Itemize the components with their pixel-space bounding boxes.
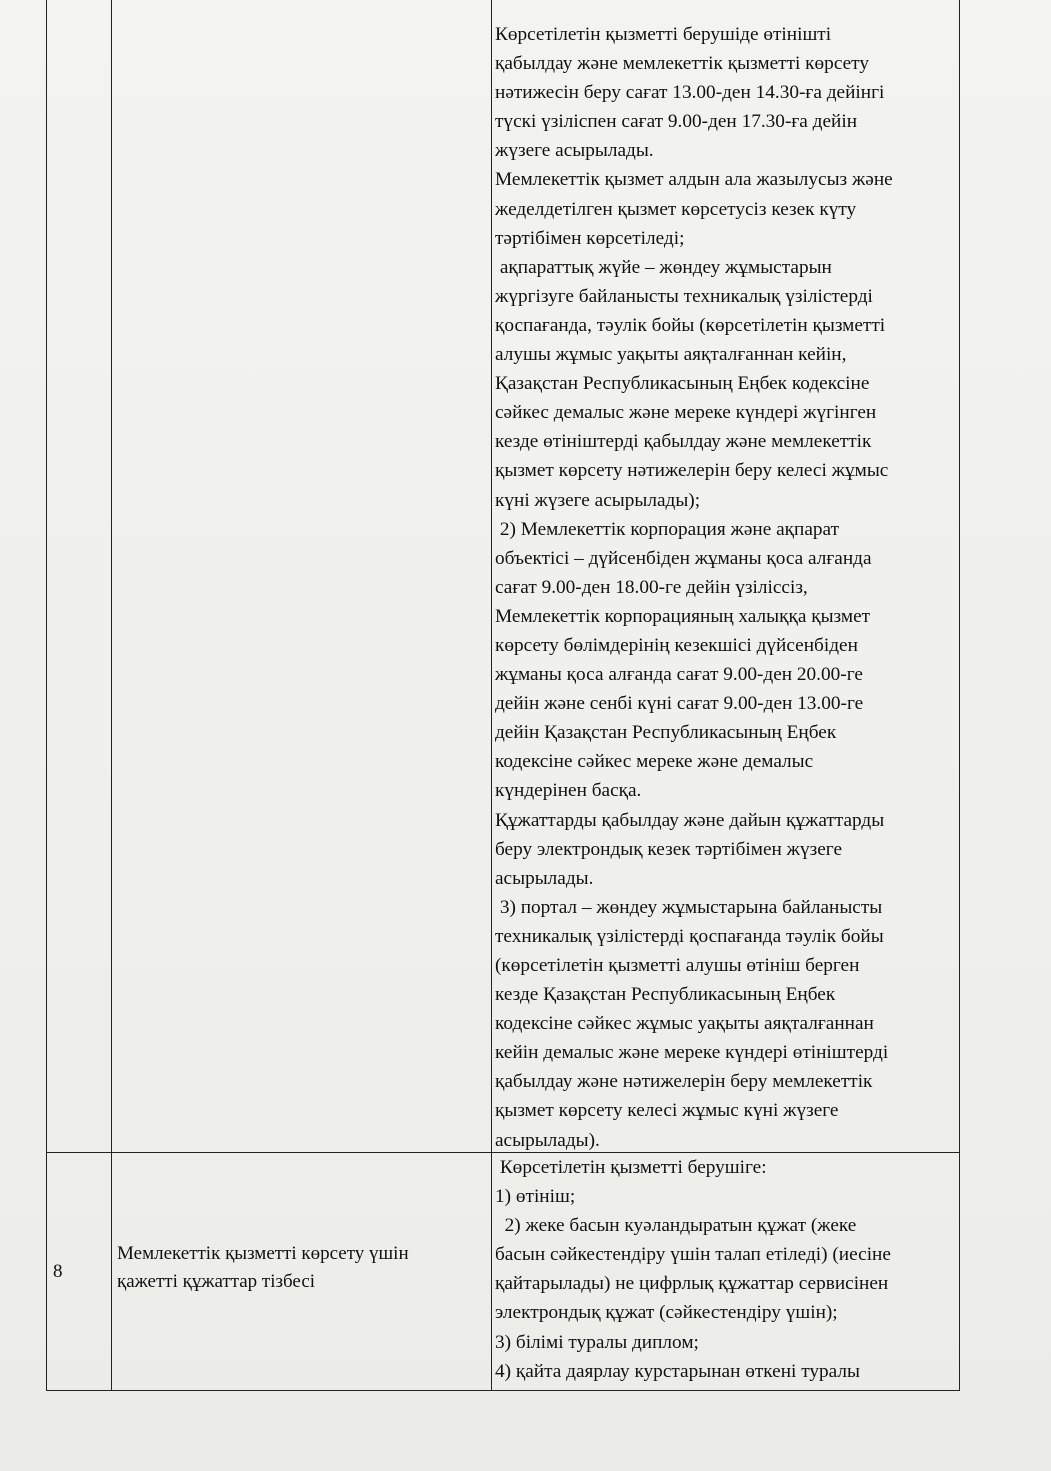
row7-text-line: жүргізуге байланысты техникалық үзілістерді bbox=[495, 285, 873, 307]
row7-text-line: қабылдау және нәтижелерін беру мемлекеттік bbox=[495, 1071, 873, 1093]
row7-text-line: күндерінен басқа. bbox=[495, 780, 642, 802]
row7-text-line: кезде Қазақстан Республикасының Еңбек bbox=[495, 984, 836, 1006]
row7-text-line: кейін демалыс және мереке күндері өтініштерді bbox=[495, 1042, 889, 1064]
row7-text-line: объектісі – дүйсенбіден жұманы қоса алғанда bbox=[495, 547, 872, 569]
row7-text-line: түскі үзіліспен сағат 9.00-ден 17.30-ға дейін bbox=[495, 111, 858, 133]
row7-text-line: асырылады). bbox=[495, 1129, 600, 1151]
row7-text-line: нәтижесін беру сағат 13.00-ден 14.30-ға дейінгі bbox=[495, 82, 885, 104]
row7-text-line: дейін Қазақстан Республикасының Еңбек bbox=[495, 722, 837, 744]
row7-text-line: кодексіне сәйкес жұмыс уақыты аяқталғаннан bbox=[495, 1013, 874, 1035]
row7-text-line: тәртібімен көрсетіледі; bbox=[495, 227, 685, 249]
row8-text-line: электрондық құжат (сәйкестендіру үшін); bbox=[495, 1302, 838, 1324]
column-divider-2 bbox=[491, 0, 492, 1390]
services-table bbox=[46, 0, 960, 1391]
row7-text-line: жұманы қоса алғанда сағат 9.00-ден 20.00-ге bbox=[495, 664, 863, 686]
row7-text-line: сағат 9.00-ден 18.00-ге дейін үзіліссіз, bbox=[495, 576, 808, 598]
row8-text-line: 1) өтініш; bbox=[495, 1186, 576, 1208]
row7-text-line: асырылады. bbox=[495, 867, 594, 889]
row7-text-line: Қазақстан Республикасының Еңбек кодексіне bbox=[495, 373, 870, 395]
row7-text-line: Құжаттарды қабылдау және дайын құжаттарды bbox=[495, 809, 885, 831]
row7-text-line: техникалық үзілістерді қоспағанда тәулік бойы bbox=[495, 925, 884, 947]
row8-text-line: 2) жеке басын куәландыратын құжат (жеке bbox=[495, 1215, 857, 1237]
row8-text-line: басын сәйкестендіру үшін талап етіледі) (иесіне bbox=[495, 1244, 891, 1266]
row7-text-line: Мемлекеттік корпорацияның халыққа қызмет bbox=[495, 605, 871, 627]
row7-text-line: алушы жұмыс уақыты аяқталғаннан кейін, bbox=[495, 344, 847, 366]
row7-text-line: көрсету бөлімдерінің кезекшісі дүйсенбіден bbox=[495, 634, 858, 656]
row7-text-line: (көрсетілетін қызметті алушы өтініш берген bbox=[495, 955, 860, 976]
row8-text-line: 3) білімі туралы диплом; bbox=[495, 1331, 699, 1353]
row7-text-line: кодексіне сәйкес мереке және демалыс bbox=[495, 751, 814, 773]
row7-description bbox=[495, 20, 955, 1155]
row7-text-line: қызмет көрсету келесі жұмыс күні жүзеге bbox=[495, 1100, 839, 1122]
row7-text-line: дейін және сенбі күні сағат 9.00-ден 13.00-ге bbox=[495, 693, 864, 715]
row8-label-line: Мемлекеттік қызметті көрсету үшін bbox=[117, 1243, 409, 1264]
row8-description bbox=[495, 1153, 955, 1386]
row7-text-line: Мемлекеттік қызмет алдын ала жазылусыз және bbox=[495, 169, 893, 191]
row7-text-line: күні жүзеге асырылады); bbox=[495, 489, 701, 511]
row8-label bbox=[117, 1240, 487, 1296]
row7-text-line: ақпараттық жүйе – жөндеу жұмыстарын bbox=[495, 256, 832, 278]
row7-text-line: 2) Мемлекеттік корпорация және ақпарат bbox=[495, 518, 840, 540]
row7-text-line: қоспағанда, тәулік бойы (көрсетілетін қызметті bbox=[495, 314, 886, 336]
row8-text-line: 4) қайта даярлау курстарынан өткені туралы bbox=[495, 1360, 860, 1382]
row7-text-line: жүзеге асырылады. bbox=[495, 140, 654, 162]
row7-text-line: беру электрондық кезек тәртібімен жүзеге bbox=[495, 838, 843, 860]
row7-text-line: жеделдетілген қызмет көрсетусіз кезек күту bbox=[495, 198, 857, 220]
row7-text-line: сәйкес демалыс және мереке күндері жүгінген bbox=[495, 402, 877, 424]
row8-text-line: Көрсетілетін қызметті берушіге: bbox=[495, 1157, 767, 1178]
row7-text-line: кезде өтініштерді қабылдау және мемлекеттік bbox=[495, 431, 872, 453]
row8-label-line: қажетті құжаттар тізбесі bbox=[117, 1271, 316, 1292]
row7-text-line: қызмет көрсету нәтижелерін беру келесі жұмыс bbox=[495, 460, 889, 482]
row7-text-line: Көрсетілетін қызметті берушіде өтінішті bbox=[495, 24, 832, 45]
row7-text-line: 3) портал – жөндеу жұмыстарына байланысты bbox=[495, 896, 883, 918]
column-divider-1 bbox=[111, 0, 112, 1390]
row8-number: 8 bbox=[53, 1261, 63, 1282]
row7-text-line: қабылдау және мемлекеттік қызметті көрсету bbox=[495, 53, 869, 75]
row8-text-line: қайтарылады) не цифрлық құжаттар сервисінен bbox=[495, 1273, 889, 1295]
